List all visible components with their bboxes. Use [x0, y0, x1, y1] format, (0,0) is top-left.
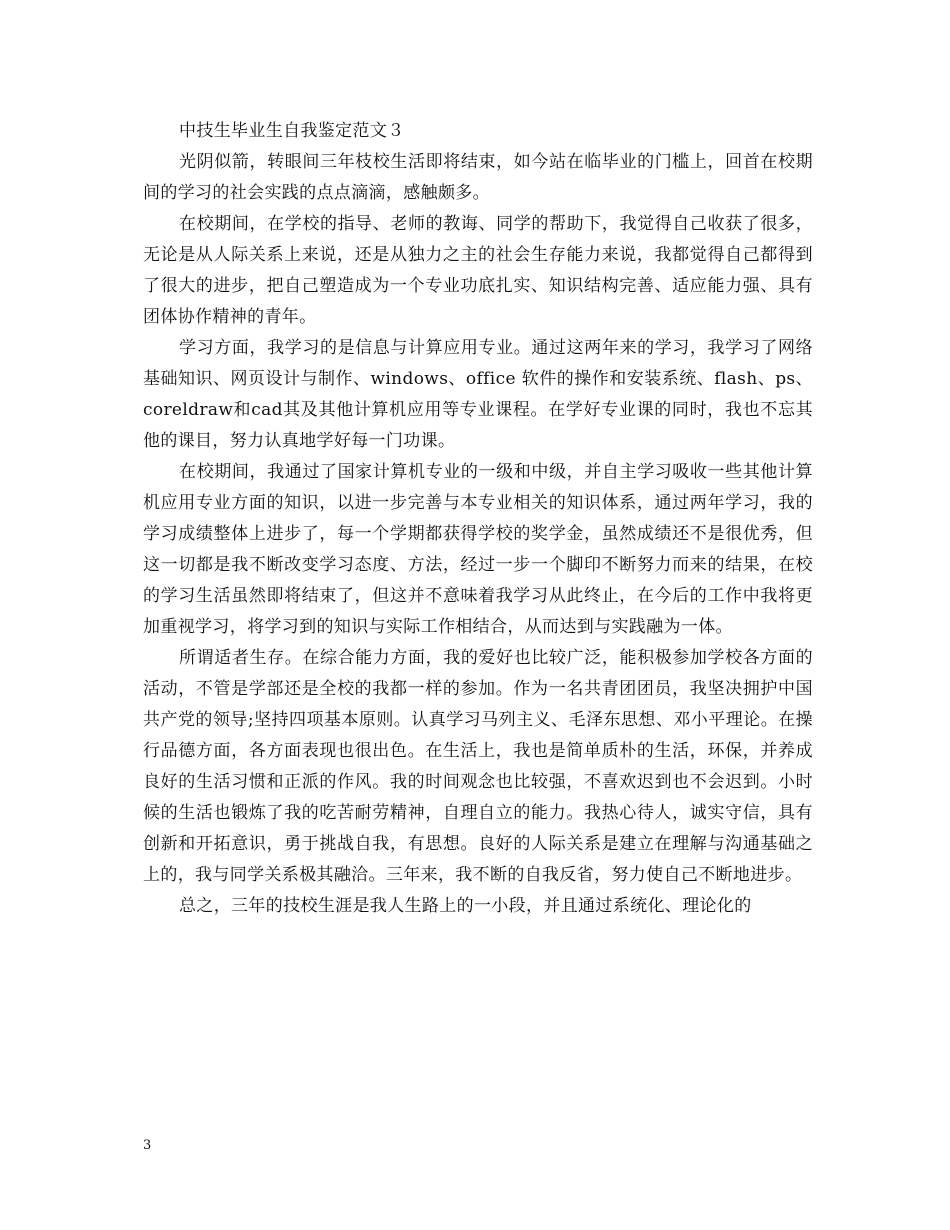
document-title: 中技生毕业生自我鉴定范文３ — [179, 121, 405, 141]
paragraph-4: 在校期间，我通过了国家计算机专业的一级和中级，并自主学习吸收一些其他计算机应用专业方面的知识，以进一步完善与本专业相关的知识体系，通过两年学习，我的学习成绩整体上进步了，每一个学期都获得学校的奖学金，虽然成绩还不是很优秀，但这一切都是我不断改变学习态度、方法，经过一步一个脚印不断努力而来的结果，在校的学习生活虽然即将结束了，但这并不意味着我学习从此终止，在今后的工作中我将更加重视学习，将学习到的知识与实际工作相结合，从而达到与实践融为一体。 — [143, 462, 813, 637]
paragraph-6: 总之，三年的技校生涯是我人生路上的一小段，并且通过系统化、理论化的 — [179, 896, 752, 916]
page-number: 3 — [143, 1138, 152, 1153]
paragraph-1: 光阴似箭，转眼间三年枝校生活即将结束，如今站在临毕业的门槛上，回首在校期间的学习的社会实践的点点滴滴，感触颇多。 — [143, 152, 813, 203]
paragraph-5: 所谓适者生存。在综合能力方面，我的爱好也比较广泛，能积极参加学校各方面的活动，不管是学部还是全校的我都一样的参加。作为一名共青团团员，我坚决拥护中国共产党的领导;坚持四项基本原则。认真学习马列主义、毛泽东思想、邓小平理论。在操行品德方面，各方面表现也很出色。在生活上，我也是简单质朴的生活，环保，并养成良好的生活习惯和正派的作风。我的时间观念也比较强，不喜欢迟到也不会迟到。小时候的生活也锻炼了我的吃苦耐劳精神，自理自立的能力。我热心待人，诚实守信，具有创新和开拓意识，勇于挑战自我，有思想。良好的人际关系是建立在理解与沟通基础之上的，我与同学关系极其融洽。三年来，我不断的自我反省，努力使自己不断地进步。 — [143, 648, 813, 885]
paragraph-3: 学习方面，我学习的是信息与计算应用专业。通过这两年来的学习，我学习了网络基础知识、网页设计与制作、windows、office 软件的操作和安装系统、flash、ps、coreldraw和cad其及其他计算机应用等专业课程。在学好专业课的同时，我也不忘其他的课目，努力认真地学好每一门功课。 — [143, 338, 813, 451]
document-body — [143, 116, 813, 922]
paragraph-2: 在校期间，在学校的指导、老师的教诲、同学的帮助下，我觉得自己收获了很多，无论是从人际关系上来说，还是从独力之主的社会生存能力来说，我都觉得自己都得到了很大的进步，把自己塑造成为一个专业功底扎实、知识结构完善、适应能力强、具有团体协作精神的青年。 — [143, 214, 813, 327]
